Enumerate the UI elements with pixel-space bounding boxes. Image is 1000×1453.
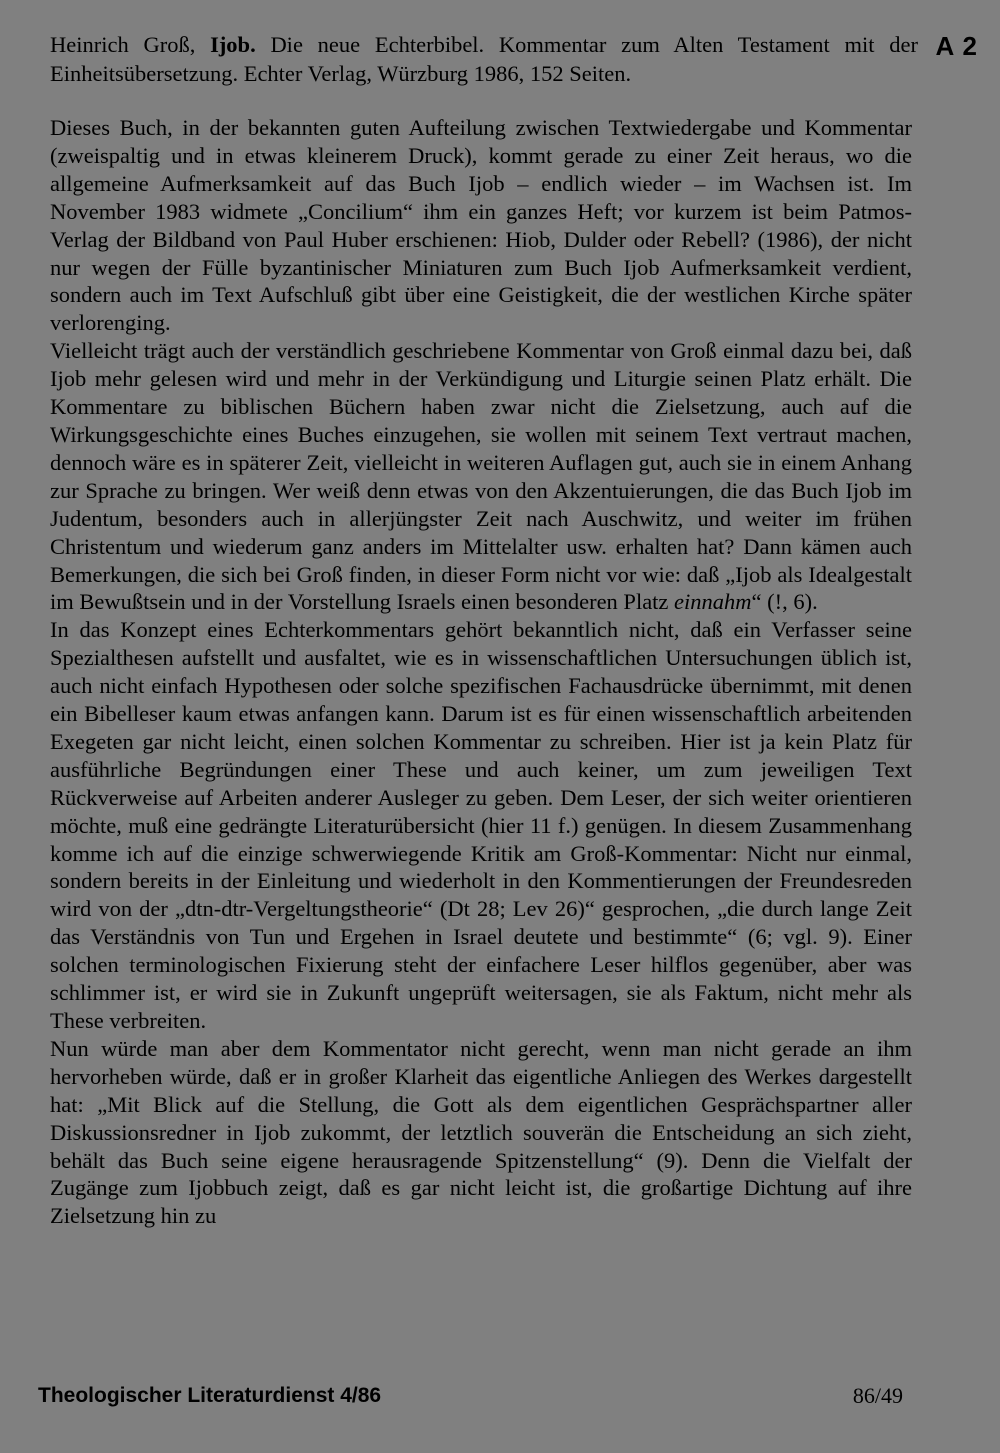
- paragraph-2: [50, 337, 912, 616]
- paragraph-3: In das Konzept eines Echterkommentars gehört bekanntlich nicht, daß ein Verfasser seine Spezialthesen aufstellt und ausfaltet, wie es in wissenschaftlichen Untersuchungen üblich ist, auch nicht einfach Hypothesen oder solche spezifischen Fachausdrücke übernimmt, mit denen ein Bibelleser kaum etwas anfangen kann. Darum ist es für einen wissenschaftlich arbeitenden Exegeten gar nicht leicht, einen solchen Kommentar zu schreiben. Hier ist ja kein Platz für ausführliche Begründungen einer These und auch keiner, um zum jeweiligen Text Rückverweise auf Arbeiten anderer Ausleger zu geben. Dem Leser, der sich weiter orientieren möchte, muß eine gedrängte Literaturübersicht (hier 11 f.) genügen. In diesem Zusammenhang komme ich auf die einzige schwerwiegende Kritik am Groß-Kommentar: Nicht nur einmal, sondern bereits in der Einleitung und wiederholt in den Kommentierungen der Freundesreden wird von der „dtn-dtr-Vergeltungstheorie“ (Dt 28; Lev 26)“ gesprochen, „die durch lange Zeit das Verständnis von Tun und Ergehen in Israel deutete und bestimmte“ (6; vgl. 9). Einer solchen terminologischen Fixierung steht der einfachere Leser hilflos gegenüber, aber was schlimmer ist, er wird sie in Zukunft ungeprüft weitersagen, sie als Faktum, nicht mehr als These verbreiten.: [50, 617, 912, 1033]
- paragraph-2-text: Vielleicht trägt auch der verständlich geschriebene Kommentar von Groß einmal dazu bei, daß Ijob mehr gelesen wird und mehr in der Verkündigung und Liturgie seinen Platz erhält. Die Kommentare zu biblischen Büchern haben zwar nicht die Zielsetzung, auch auf die Wirkungsgeschichte eines Buches einzugehen, sie wollen mit seinem Text vertraut machen, dennoch wäre es in späterer Zeit, vielleicht in weiteren Auflagen gut, auch sie in einem Anhang zur Sprache zu bringen. Wer weiß denn etwas von den Akzentuierungen, die das Buch Ijob im Judentum, besonders auch in allerjüngster Zeit nach Auschwitz, und weiter im frühen Christentum und wiederum ganz anders im Mittelalter usw. erhalten hat? Dann kämen auch Bemerkungen, die sich bei Groß finden, in dieser Form nicht vor wie: daß „Ijob als Idealgestalt im Bewußtsein und in der Vorstellung Israels einen besonderen Platz: [50, 338, 912, 615]
- page-number: 86/49: [852, 1383, 903, 1408]
- book-title: Ijob.: [210, 32, 256, 57]
- paragraph-4: Nun würde man aber dem Kommentator nicht gerecht, wenn man nicht gerade an ihm hervorheben würde, daß er in großer Klarheit das eigentliche Anliegen des Werkes dargestellt hat: „Mit Blick auf die Stellung, die Gott als dem eigentlichen Gesprächspartner aller Diskussionsredner in Ijob zukommt, der letztlich souverän die Entscheidung an sich zieht, behält das Buch seine eigene herausragende Spitzenstellung“ (9). Denn die Vielfalt der Zugänge zum Ijobbuch zeigt, daß es gar nicht leicht ist, die großartige Dichtung auf ihre Zielsetzung hin zu: [50, 1035, 912, 1229]
- journal-footer: Theologischer Literaturdienst 4/86: [38, 1384, 382, 1407]
- paragraph-1: Dieses Buch, in der bekannten guten Aufteilung zwischen Textwiedergabe und Kommentar (zweispaltig und in etwas kleinerem Druck), kommt gerade zu einer Zeit heraus, wo die allgemeine Aufmerksamkeit auf das Buch Ijob – endlich wieder – im Wachsen ist. Im November 1983 widmete „Concilium“ ihm ein ganzes Heft; vor kurzem ist beim Patmos-Verlag der Bildband von Paul Huber erschienen: Hiob, Dulder oder Rebell? (1986), der nicht nur wegen der Fülle byzantinischer Miniaturen zum Buch Ijob Aufmerksamkeit verdient, sondern auch im Text Aufschluß gibt über eine Geistigkeit, die der westlichen Kirche später verlorenging.: [50, 115, 912, 336]
- bibliographic-header: [50, 30, 918, 88]
- italic-quote-word: einnahm: [674, 589, 752, 615]
- bibliographic-details: Die neue Echterbibel. Kommentar zum Alten Testament mit der Einheitsübersetzung. Echter Verlag, Würzburg 1986, 152 Seiten.: [50, 32, 918, 86]
- author-name: Heinrich Groß,: [50, 32, 196, 57]
- review-body: [50, 114, 912, 1230]
- paragraph-2-end: “ (!, 6).: [751, 589, 818, 615]
- review-code: A 2: [935, 31, 978, 61]
